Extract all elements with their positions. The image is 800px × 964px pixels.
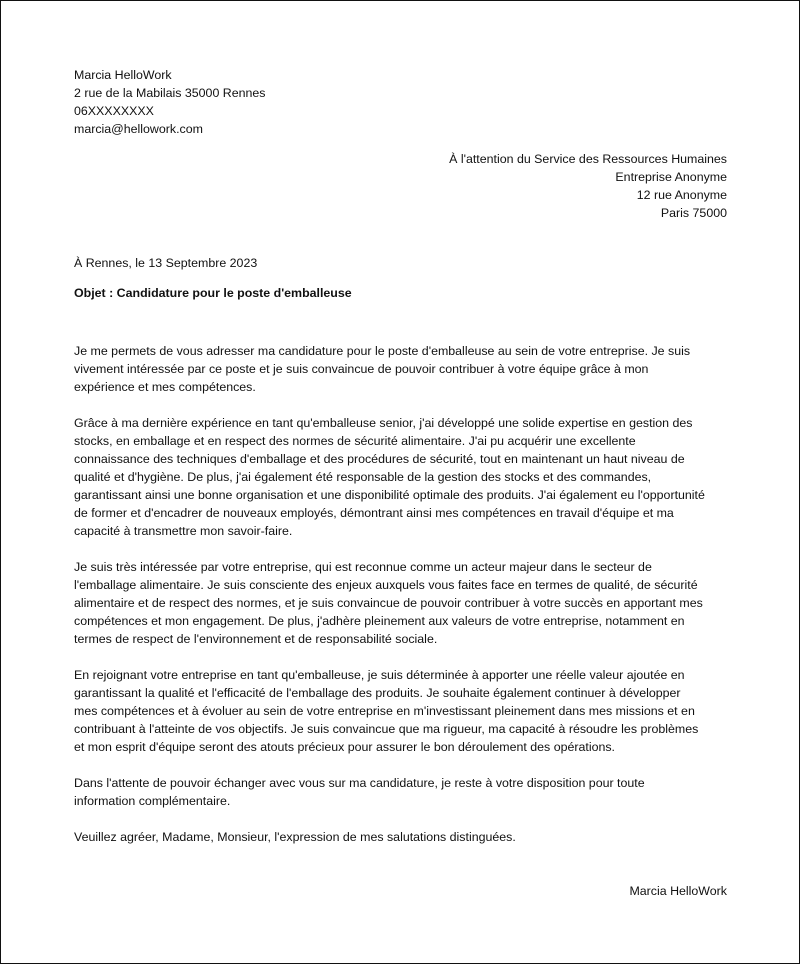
paragraph-line: garantissant la qualité et l'efficacité de l'emballage des produits. Je souhaite également continuer à développer [74, 686, 681, 700]
paragraph-line: Je suis très intéressée par votre entreprise, qui est reconnue comme un acteur majeur dans le secteur de [74, 560, 652, 574]
paragraph-line: mes compétences et à évoluer au sein de votre entreprise en m'investissant pleinement dans mes missions et en [74, 704, 695, 718]
paragraph-line: information complémentaire. [74, 794, 231, 808]
paragraph-line: qualité et d'hygiène. De plus, j'ai également été responsable de la gestion des stocks et des commandes, [74, 470, 652, 484]
paragraph-line: vivement intéressée par ce poste et je suis convaincue de pouvoir contribuer à votre équipe grâce à mon [74, 362, 649, 376]
paragraph-line: En rejoignant votre entreprise en tant qu'emballeuse, je suis déterminée à apporter une réelle valeur ajoutée en [74, 668, 685, 682]
sender-address: 2 rue de la Mabilais 35000 Rennes [74, 86, 266, 100]
paragraph-line: stocks, en emballage et en respect des normes de sécurité alimentaire. J'ai pu acquérir une excellente [74, 434, 636, 448]
sender-name: Marcia HelloWork [74, 68, 172, 82]
date-line: À Rennes, le 13 Septembre 2023 [74, 256, 258, 270]
paragraph-line: capacité à transmettre mon savoir-faire. [74, 524, 293, 538]
paragraph-line: contribuant à l'atteinte de vos objectifs. Je suis convaincue que ma rigueur, ma capacité à résoudre les problèmes [74, 722, 699, 736]
paragraph-5 [74, 774, 734, 810]
paragraph-line: Dans l'attente de pouvoir échanger avec vous sur ma candidature, je reste à votre disposition pour toute [74, 776, 645, 790]
paragraph-line: alimentaire et de respect des normes, et je suis convaincue de pouvoir contribuer à votre succès en apportant mes [74, 596, 703, 610]
paragraph-line: garantissant ainsi une bonne organisation et une disponibilité optimale des produits. J'ai également eu l'opportunité [74, 488, 705, 502]
paragraph-line: de former et d'encadrer de nouveaux employés, démontrant ainsi mes compétences en travail d'équipe et ma [74, 506, 674, 520]
recipient-company: Entreprise Anonyme [615, 170, 727, 184]
paragraph-line: Grâce à ma dernière expérience en tant qu'emballeuse senior, j'ai développé une solide expertise en gestion des [74, 416, 693, 430]
sender-email: marcia@hellowork.com [74, 122, 203, 136]
paragraph-line: connaissance des techniques d'emballage et des procédures de sécurité, tout en maintenant un haut niveau de [74, 452, 685, 466]
paragraph-2 [74, 414, 734, 540]
recipient-city: Paris 75000 [660, 206, 727, 220]
paragraph-line: Je me permets de vous adresser ma candidature pour le poste d'emballeuse au sein de votre entreprise. Je suis [74, 344, 691, 358]
signature: Marcia HelloWork [629, 884, 727, 898]
paragraph-line: l'emballage alimentaire. Je suis consciente des enjeux auxquels vous faites face en termes de qualité, de sécurité [74, 578, 698, 592]
paragraph-line: termes de respect de l'environnement et de responsabilité sociale. [74, 632, 438, 646]
recipient-street: 12 rue Anonyme [636, 188, 727, 202]
paragraph-3 [74, 558, 734, 648]
paragraph-1 [74, 342, 734, 396]
recipient-attention: À l'attention du Service des Ressources Humaines [449, 152, 727, 166]
paragraph-4 [74, 666, 734, 756]
sender-phone: 06XXXXXXXX [74, 104, 154, 118]
subject-line: Objet : Candidature pour le poste d'emballeuse [74, 286, 352, 300]
paragraph-line: compétences et mon engagement. De plus, j'adhère pleinement aux valeurs de votre entreprise, notamment en [74, 614, 685, 628]
paragraph-line: expérience et mes compétences. [74, 380, 256, 394]
paragraph-6 [74, 828, 734, 846]
paragraph-line: et mon esprit d'équipe seront des atouts précieux pour assurer le bon déroulement des opérations. [74, 740, 615, 754]
paragraph-line: Veuillez agréer, Madame, Monsieur, l'expression de mes salutations distinguées. [74, 830, 516, 844]
